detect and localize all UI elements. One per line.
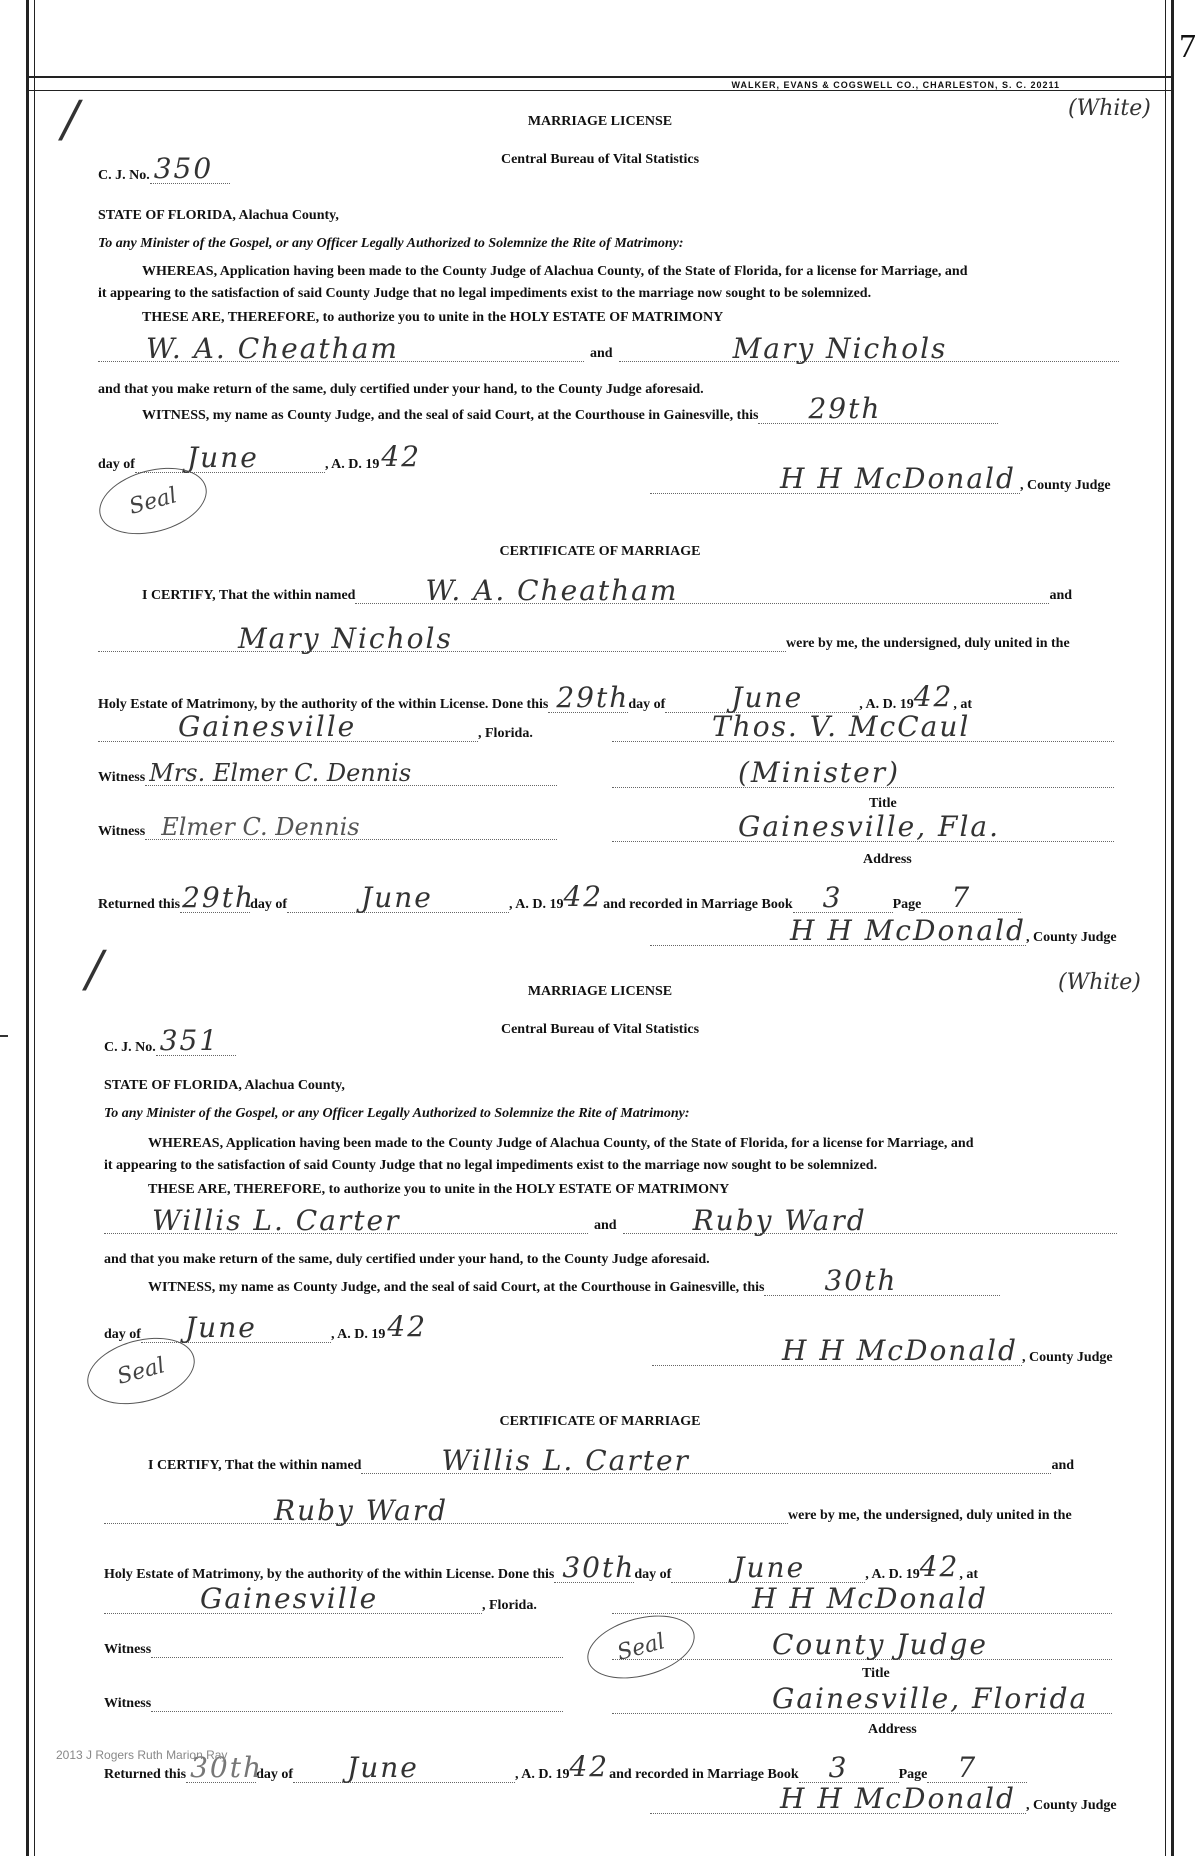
address-label: Address xyxy=(868,1722,917,1737)
license-month: June xyxy=(186,441,259,474)
officiant-title-line xyxy=(612,1622,1112,1660)
groom-name: W. A. Cheatham xyxy=(146,332,399,365)
returned-ad-label: , A. D. 19 xyxy=(509,897,564,912)
certificate-title: CERTIFICATE OF MARRIAGE xyxy=(499,1414,701,1429)
returned-label: Returned this xyxy=(104,1767,187,1782)
returned-day-of-label: day of xyxy=(250,897,288,912)
officiant-line xyxy=(612,1576,1112,1614)
cert-year: 42 xyxy=(913,680,954,713)
license-title: MARRIAGE LICENSE xyxy=(527,114,673,129)
these-are-line: THESE ARE, THEREFORE, to authorize you to unite in the HOLY ESTATE OF MATRIMONY xyxy=(148,1182,730,1197)
returned-day: 29th xyxy=(182,881,255,914)
these-are-line: THESE ARE, THEREFORE, to authorize you to unite in the HOLY ESTATE OF MATRIMONY xyxy=(142,310,724,325)
day-of-label: day of xyxy=(98,457,135,472)
returned-line xyxy=(104,1750,1027,1783)
printer-imprint: WALKER, EVANS & COGSWELL CO., CHARLESTON, S. C. 20211 xyxy=(731,80,1060,90)
return-signature: H H McDonald xyxy=(790,914,1026,947)
license-day: 29th xyxy=(808,392,882,425)
return-county-judge-label: , County Judge xyxy=(1026,1798,1117,1813)
cj-number: 351 xyxy=(159,1024,220,1057)
license-title: MARRIAGE LICENSE xyxy=(527,984,673,999)
witness-1-line xyxy=(104,1640,563,1658)
officiant-title-line xyxy=(612,750,1114,788)
returned-year: 42 xyxy=(563,880,604,913)
and-label: and xyxy=(590,346,613,361)
cert-and-label: and xyxy=(1051,1458,1075,1473)
state-line: STATE OF FLORIDA, Alachua County, xyxy=(98,208,339,223)
certify-label: I CERTIFY, That the within named xyxy=(142,588,356,603)
title-label: Title xyxy=(862,1666,890,1681)
witness-statement: WITNESS, my name as County Judge, and the seal of said Court, at the Courthouse in Gainesville, this xyxy=(148,1280,765,1295)
marriage-place: Gainesville xyxy=(200,1582,379,1615)
couple-line xyxy=(104,1204,1117,1237)
marriage-place: Gainesville xyxy=(178,710,357,743)
seal-stamp: Seal xyxy=(92,457,214,545)
witness-1-name: Mrs. Elmer C. Dennis xyxy=(149,759,412,787)
cj-number-line xyxy=(104,1024,236,1057)
certificate-title: CERTIFICATE OF MARRIAGE xyxy=(499,544,701,559)
return-county-judge-label: , County Judge xyxy=(1026,930,1117,945)
cert-bride-name: Mary Nichols xyxy=(238,622,453,655)
cert-groom-name: W. A. Cheatham xyxy=(425,574,679,607)
returned-year: 42 xyxy=(569,1750,610,1783)
holy-estate-label: Holy Estate of Matrimony, by the authority of the within License. Done this xyxy=(98,697,549,712)
whereas-line-1: WHEREAS, Application having been made to the County Judge of Alachua County, of the State of Florida, for a license for Marriage, and xyxy=(142,264,968,279)
witness-date-line xyxy=(142,392,998,425)
cj-number: 350 xyxy=(153,152,214,185)
united-label: were by me, the undersigned, duly united in the xyxy=(786,636,1070,651)
county-judge-label: , County Judge xyxy=(1020,478,1111,493)
certify-label: I CERTIFY, That the within named xyxy=(148,1458,362,1473)
return-line: and that you make return of the same, duly certified under your hand, to the County Judge aforesaid. xyxy=(98,382,704,397)
cert-bride-line xyxy=(98,622,1070,655)
address-label: Address xyxy=(863,852,912,867)
witness-1-label: Witness xyxy=(104,1642,152,1657)
whereas-line-2: it appearing to the satisfaction of said County Judge that no legal impediments exist to the marriage now sought to be solemnized. xyxy=(98,286,872,301)
certify-line xyxy=(142,574,1073,607)
address-line: To any Minister of the Gospel, or any Officer Legally Authorized to Solemnize the Rite of Matrimony: xyxy=(98,236,684,251)
officiant-title: County Judge xyxy=(772,1628,988,1661)
cert-day-of-label: day of xyxy=(634,1567,672,1582)
cert-bride-name: Ruby Ward xyxy=(274,1494,449,1527)
page-label: Page xyxy=(892,897,922,912)
officiant-signature: Thos. V. McCaul xyxy=(712,710,971,743)
state-line: STATE OF FLORIDA, Alachua County, xyxy=(104,1078,345,1093)
address-line: To any Minister of the Gospel, or any Officer Legally Authorized to Solemnize the Rite of Matrimony: xyxy=(104,1106,690,1121)
witness-statement: WITNESS, my name as County Judge, and the seal of said Court, at the Courthouse in Gainesville, this xyxy=(142,408,759,423)
cert-day: 30th xyxy=(562,1551,636,1584)
license-day: 30th xyxy=(824,1264,898,1297)
witness-date-line xyxy=(148,1264,1000,1297)
cert-ad-label: , A. D. 19 xyxy=(865,1567,920,1582)
copyright-watermark: 2013 J Rogers Ruth Marion Ray xyxy=(56,1748,228,1762)
whereas-line-1: WHEREAS, Application having been made to the County Judge of Alachua County, of the State of Florida, for a license for Marriage, and xyxy=(148,1136,974,1151)
united-label: were by me, the undersigned, duly united in the xyxy=(788,1508,1072,1523)
page-corner-number: 7 xyxy=(1179,28,1196,65)
place-line xyxy=(104,1582,537,1615)
seal-stamp-certificate: Seal xyxy=(580,1605,701,1689)
officiant-address: Gainesville, Florida xyxy=(772,1682,1089,1715)
witness-2-line xyxy=(104,1694,563,1712)
book-number: 3 xyxy=(828,1751,849,1784)
page-label: Page xyxy=(898,1767,928,1782)
returned-line xyxy=(98,880,1021,913)
groom-name: Willis L. Carter xyxy=(152,1204,401,1237)
license-year: 42 xyxy=(381,440,422,473)
judge-signature: H H McDonald xyxy=(782,1334,1018,1367)
right-border-line xyxy=(1171,0,1174,1856)
cert-year: 42 xyxy=(919,1550,960,1583)
page-number: 7 xyxy=(951,881,972,914)
returned-day: 30th xyxy=(190,1751,263,1784)
check-mark-icon: / xyxy=(86,940,103,998)
ad-label: , A. D. 19 xyxy=(330,1327,386,1342)
judge-signature-line xyxy=(650,462,1111,495)
returned-ad-label: , A. D. 19 xyxy=(515,1767,570,1782)
book-number: 3 xyxy=(822,881,843,914)
and-label: and xyxy=(594,1218,617,1233)
cert-at-label: , at xyxy=(953,697,973,712)
top-rule-inner xyxy=(26,90,1174,91)
witness-1-label: Witness xyxy=(98,770,146,785)
race-note: (White) xyxy=(1068,96,1151,121)
recorded-label: and recorded in Marriage Book xyxy=(609,1767,799,1782)
cert-ad-label: , A. D. 19 xyxy=(859,697,914,712)
race-note: (White) xyxy=(1058,970,1141,995)
judge-signature-line xyxy=(652,1334,1113,1367)
witness-2-label: Witness xyxy=(104,1696,152,1711)
left-border-line xyxy=(26,0,29,1856)
returned-label: Returned this xyxy=(98,897,181,912)
return-signature-line xyxy=(650,1782,1117,1815)
return-line: and that you make return of the same, duly certified under your hand, to the County Judge aforesaid. xyxy=(104,1252,710,1267)
return-signature: H H McDonald xyxy=(780,1782,1016,1815)
certify-line xyxy=(148,1444,1075,1477)
witness-2-line xyxy=(98,813,557,841)
whereas-line-2: it appearing to the satisfaction of said County Judge that no legal impediments exist to the marriage now sought to be solemnized. xyxy=(104,1158,878,1173)
bride-name: Ruby Ward xyxy=(692,1204,867,1237)
day-of-label: day of xyxy=(104,1327,141,1342)
top-rule xyxy=(26,76,1174,78)
returned-day-of-label: day of xyxy=(256,1767,294,1782)
cert-groom-name: Willis L. Carter xyxy=(441,1444,690,1477)
florida-label: , Florida. xyxy=(482,1598,537,1613)
bureau-name: Central Bureau of Vital Statistics xyxy=(500,1022,700,1037)
place-line xyxy=(98,710,533,743)
cert-and-label: and xyxy=(1049,588,1073,603)
page-number: 7 xyxy=(957,1751,978,1784)
license-date-line xyxy=(98,440,421,473)
check-mark-icon: / xyxy=(62,90,79,148)
officiant-address: Gainesville, Fla. xyxy=(738,810,1001,843)
title-label: Title xyxy=(869,796,897,811)
couple-line xyxy=(98,332,1119,365)
license-year: 42 xyxy=(387,1310,428,1343)
florida-label: , Florida. xyxy=(478,726,533,741)
recorded-label: and recorded in Marriage Book xyxy=(603,897,793,912)
officiant-title: (Minister) xyxy=(738,756,901,789)
cj-label: C. J. No. xyxy=(104,1040,156,1055)
cert-month: June xyxy=(733,1551,806,1584)
officiant-signature: H H McDonald xyxy=(752,1582,988,1615)
officiant-address-line xyxy=(612,1676,1112,1714)
officiant-address-line xyxy=(612,804,1114,842)
ad-label: , A. D. 19 xyxy=(324,457,380,472)
officiant-line xyxy=(612,704,1114,742)
cj-number-line xyxy=(98,152,230,185)
returned-month: June xyxy=(361,881,433,914)
bride-name: Mary Nichols xyxy=(732,332,948,365)
cert-day: 29th xyxy=(556,681,630,714)
right-border-line-inner xyxy=(1165,0,1166,1856)
cj-label: C. J. No. xyxy=(98,168,150,183)
return-signature-line xyxy=(650,914,1117,947)
seal-stamp: Seal xyxy=(80,1327,202,1415)
left-border-line-inner xyxy=(34,0,35,1856)
bureau-name: Central Bureau of Vital Statistics xyxy=(500,152,700,167)
witness-1-line xyxy=(98,759,557,787)
cert-at-label: , at xyxy=(959,1567,979,1582)
license-month: June xyxy=(184,1311,257,1344)
holy-estate-label: Holy Estate of Matrimony, by the authority of the within License. Done this xyxy=(104,1567,555,1582)
returned-month: June xyxy=(347,1751,419,1784)
cert-month: June xyxy=(731,681,804,714)
judge-signature: H H McDonald xyxy=(780,462,1016,495)
county-judge-label: , County Judge xyxy=(1022,1350,1113,1365)
cert-day-of-label: day of xyxy=(628,697,666,712)
witness-2-label: Witness xyxy=(98,824,146,839)
cert-bride-line xyxy=(104,1494,1072,1527)
witness-2-name: Elmer C. Dennis xyxy=(161,813,360,841)
